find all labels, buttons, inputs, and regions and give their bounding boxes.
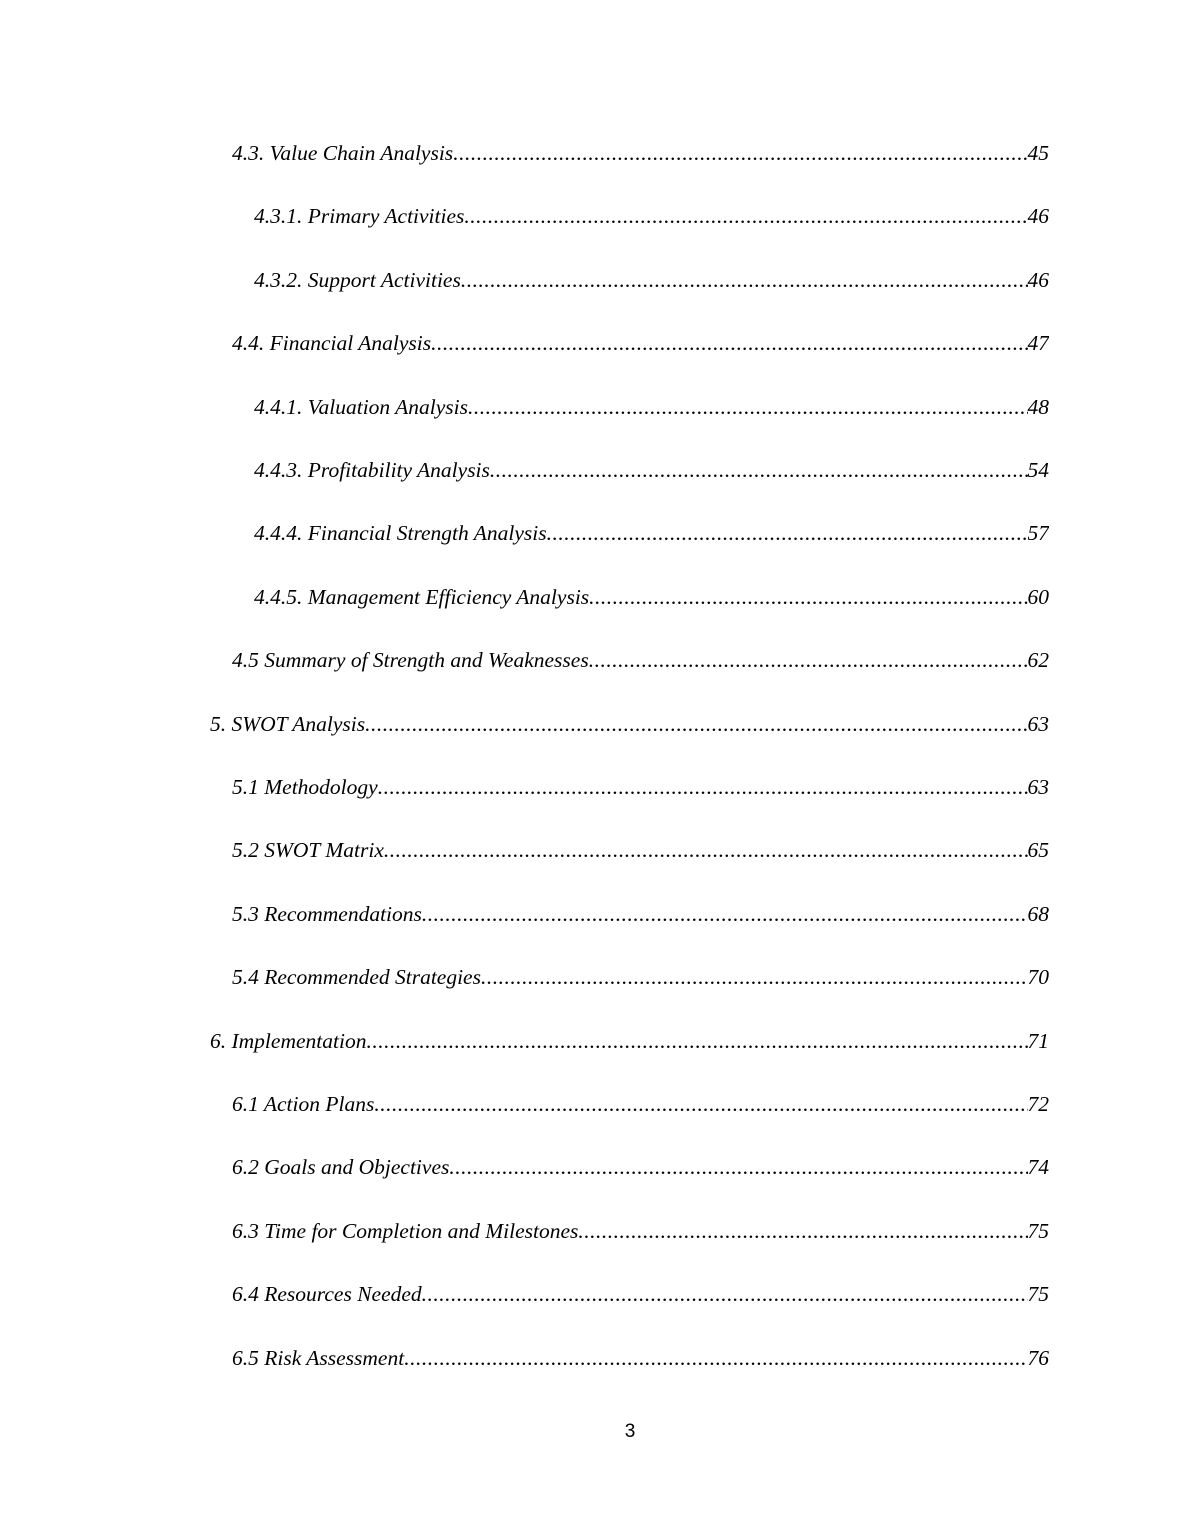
toc-entry-page-number: 54 xyxy=(1027,458,1049,482)
toc-entry-label: 4.4.1. Valuation Analysis xyxy=(254,395,469,419)
toc-entry-page-number: 75 xyxy=(1027,1219,1049,1243)
toc-dot-leader xyxy=(404,1344,1027,1372)
toc-entry-page-number: 71 xyxy=(1027,1029,1049,1053)
toc-dot-leader xyxy=(461,266,1028,294)
toc-dot-leader xyxy=(589,646,1028,674)
toc-dot-leader xyxy=(481,963,1028,991)
toc-entry-label: 5.3 Recommendations xyxy=(232,902,422,926)
toc-entry[interactable] xyxy=(232,1217,1049,1245)
toc-entry-page-number: 70 xyxy=(1027,965,1049,989)
toc-entry[interactable] xyxy=(232,836,1049,864)
toc-entry-label: 6.4 Resources Needed xyxy=(232,1282,422,1306)
toc-entry-page-number: 68 xyxy=(1027,902,1049,926)
toc-entry-label: 6.2 Goals and Objectives xyxy=(232,1155,450,1179)
toc-dot-leader xyxy=(431,329,1027,357)
toc-entry-page-number: 62 xyxy=(1027,648,1049,672)
toc-entry-page-number: 76 xyxy=(1027,1346,1049,1370)
toc-dot-leader xyxy=(422,900,1028,928)
toc-dot-leader xyxy=(384,836,1028,864)
toc-entry[interactable] xyxy=(232,329,1049,357)
toc-entry[interactable] xyxy=(254,519,1049,547)
toc-entry[interactable] xyxy=(232,773,1049,801)
toc-entry-label: 4.3.1. Primary Activities xyxy=(254,204,465,228)
toc-entry-page-number: 47 xyxy=(1027,331,1049,355)
toc-dot-leader xyxy=(365,710,1027,738)
toc-entry[interactable] xyxy=(232,1153,1049,1181)
toc-entry-page-number: 57 xyxy=(1027,521,1049,545)
toc-entry-label: 5.1 Methodology xyxy=(232,775,378,799)
toc-entry[interactable] xyxy=(232,900,1049,928)
toc-entry-label: 5.2 SWOT Matrix xyxy=(232,838,384,862)
toc-entry[interactable] xyxy=(254,393,1049,421)
toc-dot-leader xyxy=(578,1217,1027,1245)
toc-entry[interactable] xyxy=(232,1280,1049,1308)
toc-entry-page-number: 65 xyxy=(1027,838,1049,862)
toc-entry-page-number: 46 xyxy=(1027,204,1049,228)
toc-entry-page-number: 48 xyxy=(1027,395,1049,419)
toc-dot-leader xyxy=(366,1027,1027,1055)
toc-dot-leader xyxy=(449,1153,1027,1181)
toc-entry-label: 6. Implementation xyxy=(210,1029,367,1053)
toc-dot-leader xyxy=(374,1090,1027,1118)
toc-entry-page-number: 45 xyxy=(1027,141,1049,165)
toc-entry[interactable] xyxy=(210,710,1049,738)
toc-dot-leader xyxy=(589,583,1027,611)
toc-entry-label: 4.4. Financial Analysis xyxy=(232,331,432,355)
toc-dot-leader xyxy=(378,773,1028,801)
toc-entry-label: 6.3 Time for Completion and Milestones xyxy=(232,1219,579,1243)
toc-entry[interactable] xyxy=(254,202,1049,230)
toc-dot-leader xyxy=(453,139,1027,167)
toc-entry-label: 4.3. Value Chain Analysis xyxy=(232,141,454,165)
toc-entry[interactable] xyxy=(254,266,1049,294)
toc-entry-label: 6.1 Action Plans xyxy=(232,1092,375,1116)
toc-dot-leader xyxy=(468,393,1027,421)
toc-entry-label: 6.5 Risk Assessment xyxy=(232,1346,405,1370)
toc-entry-page-number: 60 xyxy=(1027,585,1049,609)
toc-dot-leader xyxy=(464,202,1027,230)
toc-entry[interactable] xyxy=(232,1090,1049,1118)
toc-dot-leader xyxy=(547,519,1028,547)
toc-entry-page-number: 72 xyxy=(1027,1092,1049,1116)
toc-entry-label: 4.3.2. Support Activities xyxy=(254,268,461,292)
toc-entry[interactable] xyxy=(210,1027,1049,1055)
toc-entry-label: 4.4.5. Management Efficiency Analysis xyxy=(254,585,590,609)
toc-entry-page-number: 74 xyxy=(1027,1155,1049,1179)
toc-entry[interactable] xyxy=(254,456,1049,484)
toc-entry[interactable] xyxy=(232,1344,1049,1372)
toc-entry-label: 5. SWOT Analysis xyxy=(210,712,366,736)
page-number: 3 xyxy=(624,1421,636,1442)
toc-entry-page-number: 75 xyxy=(1027,1282,1049,1306)
toc-entry-page-number: 63 xyxy=(1027,775,1049,799)
toc-entry[interactable] xyxy=(232,139,1049,167)
toc-entry-page-number: 63 xyxy=(1027,712,1049,736)
toc-entry[interactable] xyxy=(232,646,1049,674)
toc-entry-label: 4.5 Summary of Strength and Weaknesses xyxy=(232,648,589,672)
toc-entry[interactable] xyxy=(232,963,1049,991)
toc-entry-label: 5.4 Recommended Strategies xyxy=(232,965,481,989)
toc-dot-leader xyxy=(422,1280,1028,1308)
toc-entry[interactable] xyxy=(254,583,1049,611)
toc-dot-leader xyxy=(490,456,1028,484)
toc-entry-label: 4.4.4. Financial Strength Analysis xyxy=(254,521,547,545)
toc-entry-label: 4.4.3. Profitability Analysis xyxy=(254,458,490,482)
toc-entry-page-number: 46 xyxy=(1027,268,1049,292)
